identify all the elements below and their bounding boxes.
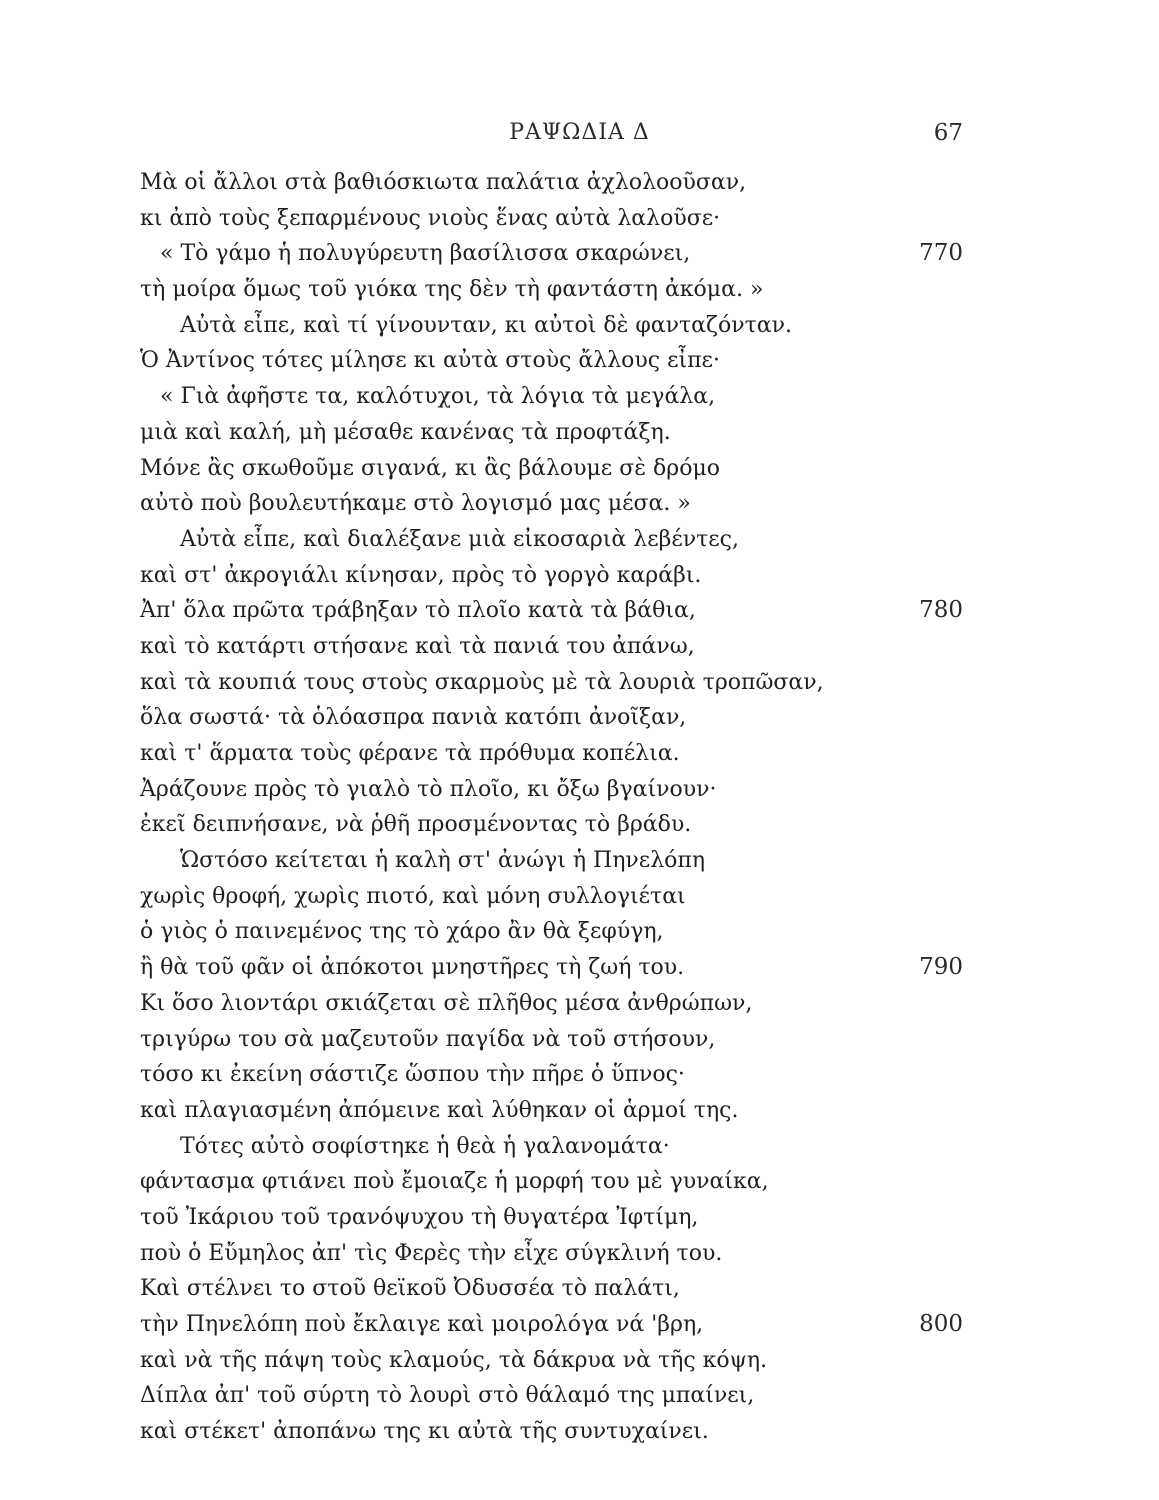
- verse-text: Μὰ οἱ ἄλλοι στὰ βαθιόσκιωτα παλάτια ἀχλολοοῦσαν,: [140, 170, 747, 195]
- verse-text: Ὡστόσο κείτεται ἡ καλὴ στ' ἀνώγι ἡ Πηνελόπη: [180, 848, 706, 874]
- verse-line: [0, 1022, 1159, 1058]
- verse-text: καὶ τὰ κουπιά τους στοὺς σκαρμοὺς μὲ τὰ λουριὰ τροπῶσαν,: [140, 669, 824, 695]
- line-number: 780: [919, 597, 963, 624]
- verse-text: Μόνε ἂς σκωθοῦμε σιγανά, κι ἂς βάλουμε σὲ δρόμο: [140, 455, 720, 481]
- page-number: 67: [933, 120, 963, 146]
- verse-line: [0, 451, 1159, 487]
- verse-line: [0, 1200, 1159, 1236]
- verse-text: καὶ τ' ἅρματα τοὺς φέρανε τὰ πρόθυμα κοπέλια.: [140, 741, 680, 766]
- line-number: 770: [919, 240, 963, 267]
- verse-text: Κι ὅσο λιοντάρι σκιάζεται σὲ πλῆθος μέσα ἀνθρώπων,: [140, 990, 753, 1016]
- line-number: 790: [919, 954, 963, 981]
- verse-text: ἢ θὰ τοῦ φᾶν οἱ ἀπόκοτοι μνηστῆρες τὴ ζωή του.: [140, 955, 685, 981]
- verse-text: τοῦ Ἰκάριου τοῦ τρανόψυχου τὴ θυγατέρα Ἰφτίμη,: [140, 1204, 699, 1230]
- verse-line: [0, 736, 1159, 772]
- verse-line: [0, 343, 1159, 379]
- verse-line: [0, 165, 1159, 201]
- verse-text: καὶ στ' ἀκρογιάλι κίνησαν, πρὸς τὸ γοργὸ καράβι.: [140, 562, 702, 588]
- verse-text: καὶ πλαγιασμένη ἀπόμεινε καὶ λύθηκαν οἱ ἁρμοί της.: [140, 1097, 739, 1123]
- verse-text: ἐκεῖ δειπνήσανε, νὰ ῥθῆ προσμένοντας τὸ βράδυ.: [140, 812, 692, 838]
- line-number: 800: [919, 1311, 963, 1337]
- verse-text: « Τὸ γάμο ἡ πολυγύρευτη βασίλισσα σκαρώνει,: [160, 241, 691, 267]
- verse-line: [0, 1414, 1159, 1450]
- verse-line: [0, 1057, 1159, 1093]
- verse-text: φάντασμα φτιάνει ποὺ ἔμοιαζε ἡ μορφή του μὲ γυναίκα,: [140, 1169, 769, 1195]
- verse-text: Τότες αὐτὸ σοφίστηκε ἡ θεὰ ἡ γαλανομάτα·: [180, 1133, 670, 1159]
- verse-line: [0, 1236, 1159, 1272]
- verse-text: Ὁ Ἀντίνος τότες μίλησε κι αὐτὰ στοὺς ἄλλους εἶπε·: [140, 348, 720, 374]
- verse-line: [0, 843, 1159, 879]
- verse-line: [0, 558, 1159, 594]
- verse-line: [0, 379, 1159, 415]
- verse-text: αὐτὸ ποὺ βουλευτήκαμε στὸ λογισμό μας μέσα. »: [140, 491, 691, 517]
- verse-line: [0, 236, 1159, 272]
- verse-line: [0, 201, 1159, 237]
- verse-line: [0, 308, 1159, 344]
- verse-text: καὶ τὸ κατάρτι στήσανε καὶ τὰ πανιά του ἀπάνω,: [140, 633, 695, 659]
- verse-text: καὶ νὰ τῆς πάψη τοὺς κλαμούς, τὰ δάκρυα νὰ τῆς κόψη.: [140, 1347, 768, 1373]
- verse-text: « Γιὰ ἀφῆστε τα, καλότυχοι, τὰ λόγια τὰ μεγάλα,: [160, 384, 716, 410]
- verse-line: [0, 629, 1159, 665]
- verse-line: [0, 1164, 1159, 1200]
- verse-line: [0, 950, 1159, 986]
- verse-text: Ἀράζουνε πρὸς τὸ γιαλὸ τὸ πλοῖο, κι ὄξω βγαίνουν·: [140, 776, 717, 802]
- verse-line: [0, 1129, 1159, 1165]
- verse-text: κι ἀπὸ τοὺς ξεπαρμένους νιοὺς ἕνας αὐτὰ λαλοῦσε·: [140, 205, 721, 231]
- verse-text: Αὐτὰ εἶπε, καὶ τί γίνουνταν, κι αὐτοὶ δὲ φανταζόνταν.: [180, 312, 792, 338]
- verse-line: [0, 522, 1159, 558]
- verse-line: [0, 914, 1159, 950]
- verse-line: [0, 1307, 1159, 1343]
- verse-line: [0, 415, 1159, 451]
- verse-line: [0, 700, 1159, 736]
- verse-text: Δίπλα ἀπ' τοῦ σύρτη τὸ λουρὶ στὸ θάλαμό της μπαίνει,: [140, 1383, 755, 1409]
- verse-line: [0, 1378, 1159, 1414]
- verse-line: [0, 486, 1159, 522]
- verse-text: τὴ μοίρα ὅμως τοῦ γιόκα της δὲν τὴ φαντάστη ἀκόμα. »: [140, 277, 764, 303]
- verse-text: χωρὶς θροφή, χωρὶς πιοτό, καὶ μόνη συλλογιέται: [140, 883, 686, 909]
- verse-text: ὁ γιὸς ὁ παινεμένος της τὸ χάρο ἂν θὰ ξεφύγη,: [140, 919, 664, 945]
- verse-block: [0, 165, 1159, 1450]
- verse-text: τριγύρω του σὰ μαζευτοῦν παγίδα νὰ τοῦ στήσουν,: [140, 1026, 716, 1052]
- verse-line: [0, 986, 1159, 1022]
- verse-text: τόσο κι ἐκείνη σάστιζε ὥσπου τὴν πῆρε ὁ ὕπνος·: [140, 1062, 685, 1088]
- verse-text: μιὰ καὶ καλή, μὴ μέσαθε κανένας τὰ προφτάξη.: [140, 419, 671, 445]
- verse-line: [0, 879, 1159, 915]
- verse-text: τὴν Πηνελόπη ποὺ ἔκλαιγε καὶ μοιρολόγα νά 'βρη,: [140, 1312, 704, 1337]
- verse-line: [0, 593, 1159, 629]
- page-title: ΡΑΨΩΔΙΑ Δ: [509, 120, 650, 145]
- verse-line: [0, 772, 1159, 808]
- verse-text: Αὐτὰ εἶπε, καὶ διαλέξανε μιὰ εἰκοσαριὰ λεβέντες,: [180, 526, 739, 552]
- verse-text: ποὺ ὁ Εὔμηλος ἀπ' τὶς Φερὲς τὴν εἶχε σύγκλινή του.: [140, 1240, 723, 1266]
- verse-text: καὶ στέκετ' ἀποπάνω της κι αὐτὰ τῆς συντυχαίνει.: [140, 1419, 709, 1445]
- verse-text: ὅλα σωστά· τὰ ὁλόασπρα πανιὰ κατόπι ἀνοῖξαν,: [140, 705, 687, 731]
- verse-text: Ἀπ' ὅλα πρῶτα τράβηξαν τὸ πλοῖο κατὰ τὰ βάθια,: [140, 598, 696, 624]
- verse-line: [0, 1343, 1159, 1379]
- verse-text: Καὶ στέλνει το στοῦ θεϊκοῦ Ὀδυσσέα τὸ παλάτι,: [140, 1276, 680, 1302]
- verse-line: [0, 665, 1159, 701]
- verse-line: [0, 807, 1159, 843]
- verse-line: [0, 1271, 1159, 1307]
- running-head: [0, 120, 1159, 154]
- verse-line: [0, 1093, 1159, 1129]
- verse-line: [0, 272, 1159, 308]
